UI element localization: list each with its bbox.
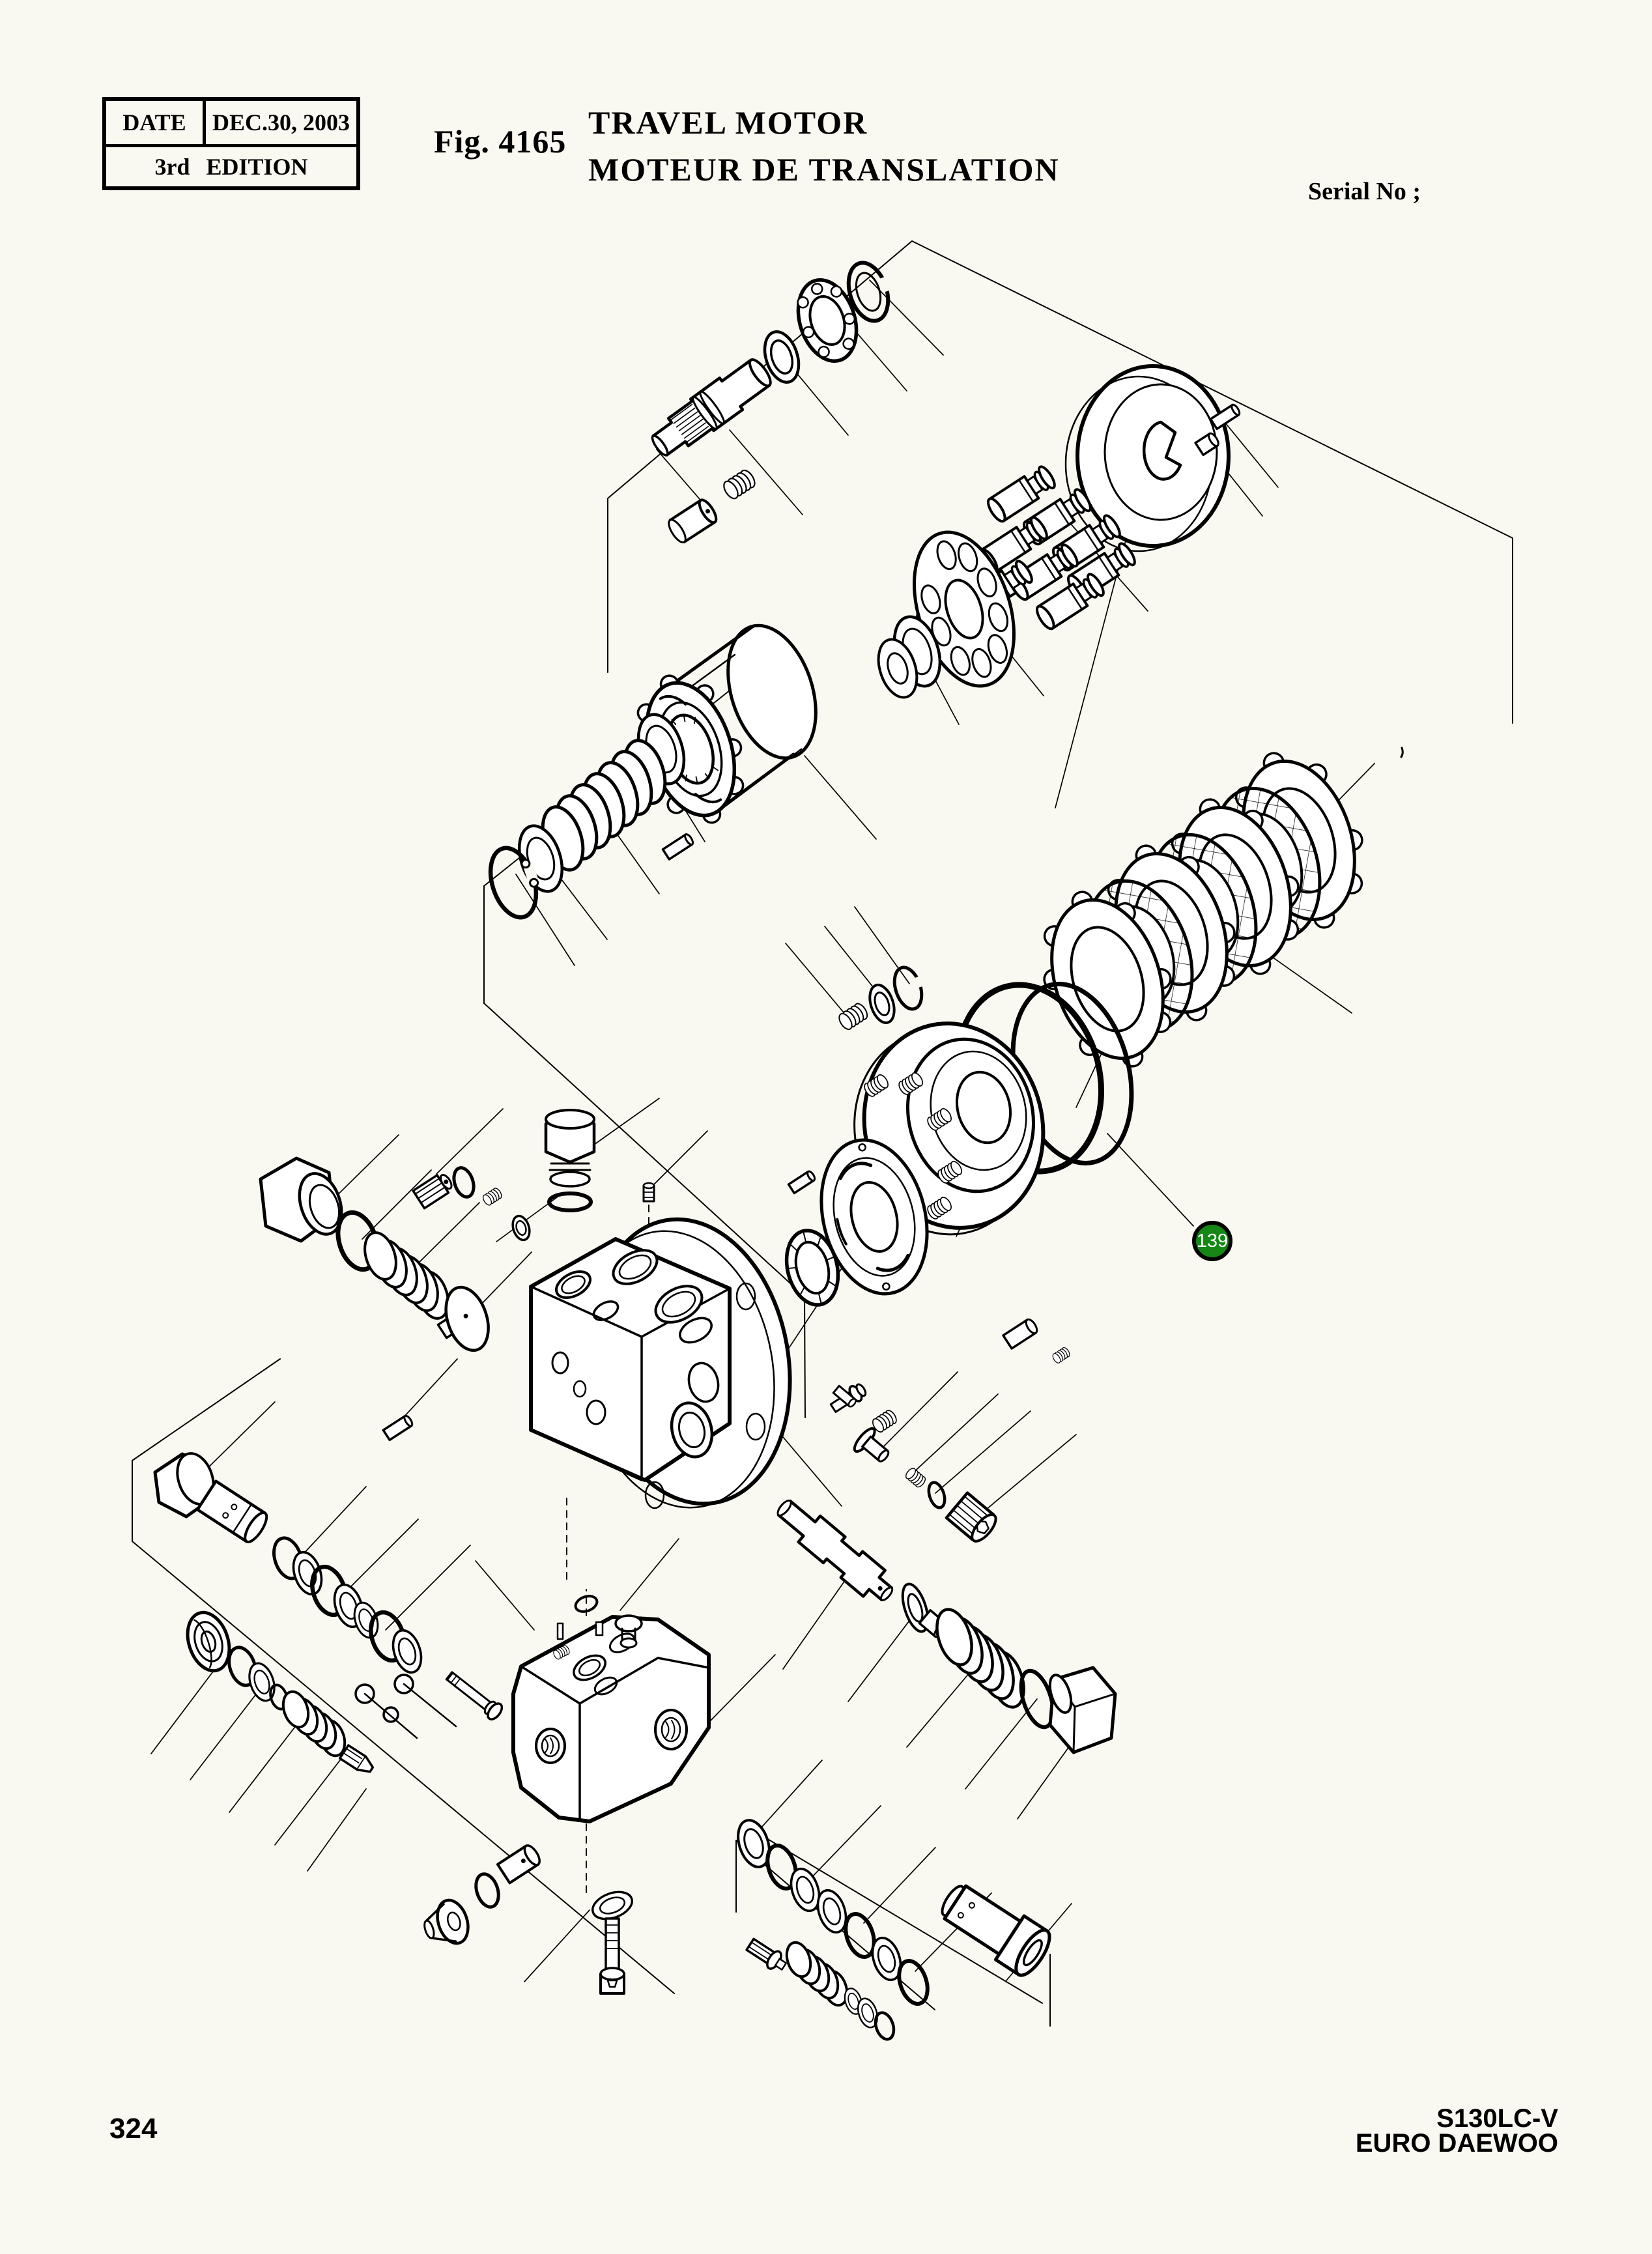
check-valve-group — [180, 1607, 375, 1776]
socket-plug — [947, 1493, 1000, 1545]
piston-plug — [498, 1843, 543, 1883]
part-callout-number: 139 — [1196, 1230, 1229, 1251]
housing-hex-plug — [546, 1110, 594, 1210]
revision-edition: 3rd EDITION — [154, 154, 308, 180]
socket-bolt — [601, 1919, 624, 1993]
swash-plate-group — [1066, 366, 1241, 551]
cone-seat — [419, 1896, 474, 1952]
relief-valve-group — [261, 1158, 532, 1440]
spool-hex-plug — [1046, 1668, 1115, 1752]
block-spring-group — [483, 709, 694, 923]
figure-number: Fig. 4165 — [434, 123, 567, 160]
part-callout-badge[interactable] — [1192, 1221, 1232, 1261]
model-code: S130LC-V — [1436, 2104, 1558, 2133]
counterbalance-valve-block — [419, 1593, 709, 1993]
friction-plate-pack — [1021, 735, 1384, 1085]
ball-bearing — [788, 272, 866, 369]
grub-screw — [644, 1183, 654, 1201]
valve-cartridge — [933, 1876, 1056, 1980]
pilot-valve-group — [155, 1449, 456, 1738]
valve-trio — [836, 963, 930, 1031]
dowel-pin — [789, 1170, 816, 1193]
relief-cartridge-group — [733, 1816, 1056, 2042]
motor-housing — [531, 1203, 812, 1523]
revision-date-value: DEC.30, 2003 — [212, 109, 350, 136]
poppet — [851, 1425, 895, 1468]
spool-valve-group — [771, 1318, 1115, 1752]
model-identifier — [1356, 2106, 1558, 2156]
stud-bolt — [444, 1668, 505, 1722]
brand-name: EURO DAEWOO — [1355, 2129, 1558, 2158]
page-number: 324 — [109, 2113, 158, 2145]
drive-shaft-group — [646, 257, 899, 545]
revision-date-label: DATE — [106, 101, 206, 144]
title-french: MOTEUR DE TRANSLATION — [588, 151, 1060, 188]
serial-number-label: Serial No ; — [1308, 178, 1421, 205]
title-english: TRAVEL MOTOR — [588, 104, 868, 141]
adjuster-screw — [745, 1936, 789, 1975]
